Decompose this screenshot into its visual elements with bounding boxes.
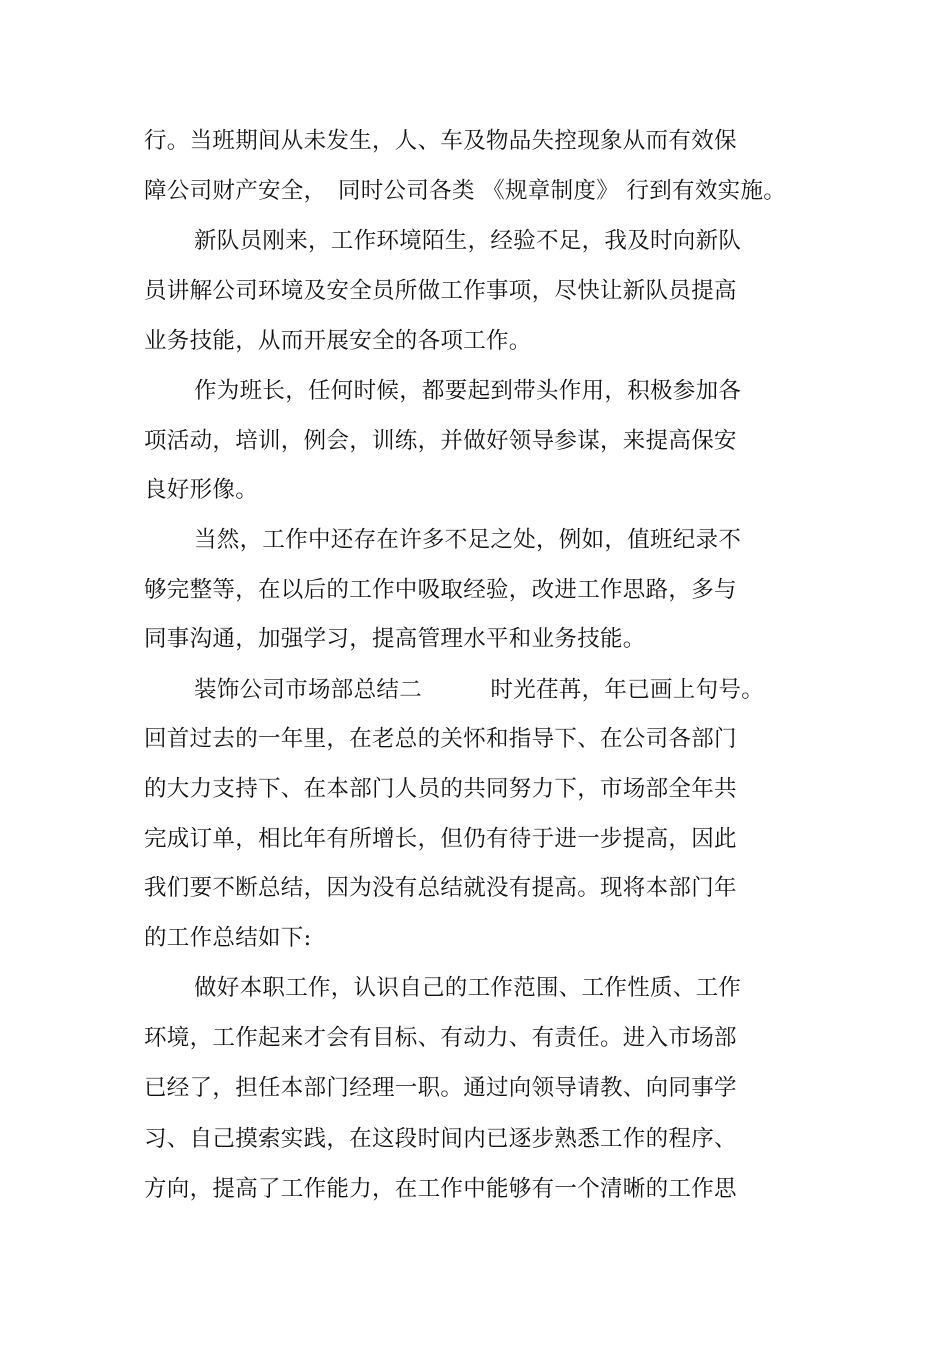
text-line: 作为班长，任何时候，都要起到带头作用，积极参加各 xyxy=(194,378,742,404)
text-line: 的大力支持下、在本部门人员的共同努力下，市场部全年共 xyxy=(144,776,737,802)
text-line: 方向，提高了工作能力，在工作中能够有一个清晰的工作思 xyxy=(144,1176,737,1202)
text-line: 我们要不断总结，因为没有总结就没有提高。现将本部门年 xyxy=(144,875,737,901)
text-line: 回首过去的一年里，在老总的关怀和指导下、在公司各部门 xyxy=(144,726,737,752)
text-line: 做好本职工作，认识自己的工作范围、工作性质、工作 xyxy=(194,975,742,1001)
text-line: 同事沟通，加强学习，提高管理水平和业务技能。 xyxy=(144,626,646,652)
text-line: 装饰公司市场部总结二 时光荏苒，年已画上句号。 xyxy=(194,677,765,703)
text-line: 的工作总结如下: xyxy=(144,925,312,951)
text-line: 良好形像。 xyxy=(144,477,259,503)
text-line: 项活动，培训，例会，训练，并做好领导参谋，来提高保安 xyxy=(144,428,737,454)
text-line: 障公司财产安全， 同时公司各类 《规章制度》 行到有效实施。 xyxy=(144,178,787,204)
text-line: 习、自己摸索实践，在这段时间内已逐步熟悉工作的程序、 xyxy=(144,1126,737,1152)
text-line: 当然，工作中还存在许多不足之处，例如，值班纪录不 xyxy=(194,527,742,553)
text-line: 员讲解公司环境及安全员所做工作事项，尽快让新队员提高 xyxy=(144,278,737,304)
text-line: 完成订单，相比年有所增长，但仍有待于进一步提高，因此 xyxy=(144,826,737,852)
text-line: 新队员刚来，工作环境陌生，经验不足，我及时向新队 xyxy=(194,228,742,254)
text-line: 够完整等，在以后的工作中吸取经验，改进工作思路，多与 xyxy=(144,577,737,603)
text-line: 行。当班期间从未发生，人、车及物品失控现象从而有效保 xyxy=(144,128,737,154)
text-line: 已经了，担任本部门经理一职。通过向领导请教、向同事学 xyxy=(144,1075,737,1101)
text-line: 业务技能，从而开展安全的各项工作。 xyxy=(144,328,532,354)
text-line: 环境，工作起来才会有目标、有动力、有责任。进入市场部 xyxy=(144,1025,737,1051)
